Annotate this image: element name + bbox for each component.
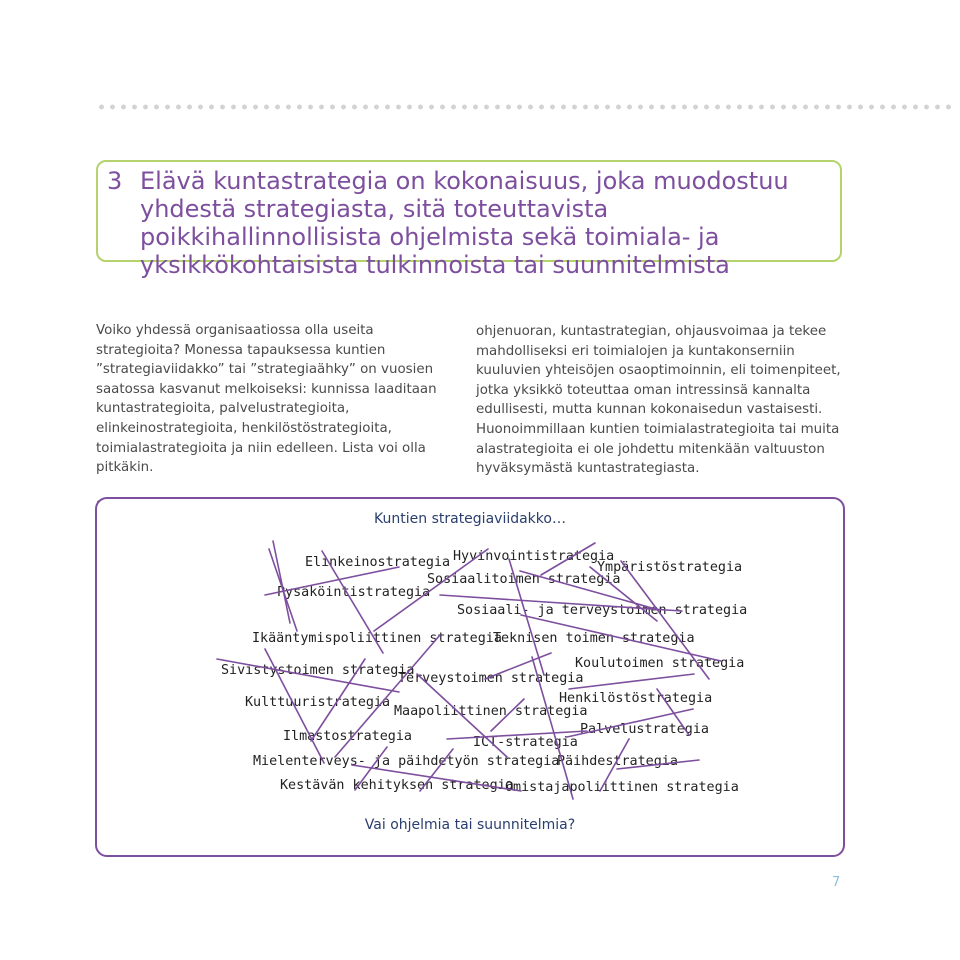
strategy-label: Terveystoimen strategia bbox=[398, 671, 584, 686]
crossing-line bbox=[335, 635, 440, 757]
crossing-line bbox=[311, 659, 365, 741]
body-column-left bbox=[96, 321, 460, 516]
strategy-label: Päihdestrategia bbox=[557, 754, 678, 769]
dotted-separator bbox=[96, 103, 956, 111]
strategy-label: Ikääntymispoliittinen strategia bbox=[252, 631, 502, 646]
crossing-line bbox=[621, 561, 709, 679]
strategy-label: Elinkeinostrategia bbox=[305, 555, 451, 570]
crossing-line bbox=[265, 649, 324, 763]
crossing-line bbox=[600, 739, 629, 791]
strategy-label: Koulutoimen strategia bbox=[575, 656, 745, 671]
section-heading bbox=[96, 160, 842, 279]
crossing-line bbox=[374, 549, 488, 631]
crossing-line bbox=[447, 731, 587, 739]
paragraph: ohjenuoran, kuntastrategian, ohjausvoimaa ja tekee mahdolliseksi eri toimialojen ja kuntakonserniin kuuluvien yhteisöjen osaoptimoinnin, eli toimenpiteet, jotka yksikkö toteuttaa oman intressinsä kannalta edullisesti, mutta kunnan kokonaisedun vastaisesti. Huonoimmillaan kuntien toimialastrategioita tai muita alastrategioita ei ole johdettu mitenkään valtuuston hyväksymästä kuntastrategiasta. bbox=[476, 324, 841, 477]
body-column-right bbox=[476, 322, 846, 479]
strategy-label: Teknisen toimen strategia bbox=[493, 631, 695, 646]
crossing-line bbox=[273, 541, 290, 623]
strategy-label: Henkilöstöstrategia bbox=[559, 691, 713, 706]
section-number: 3 bbox=[107, 167, 123, 195]
crossing-line bbox=[657, 689, 689, 735]
section-title: Elävä kuntastrategia on kokonaisuus, joka muodostuu yhdestä strategiasta, sitä toteuttavista poikkihallinnollisista ohjelmista sekä toimiala- ja yksikkökohtaisista tulkinnoista tai suunnitelmista bbox=[140, 167, 789, 279]
strategy-label: Ympäristöstrategia bbox=[597, 560, 743, 575]
strategy-label: Maapoliittinen strategia bbox=[394, 704, 588, 719]
paragraph: Voiko yhdessä organisaatiossa olla useita strategioita? Monessa tapauksessa kuntien ”strategiaviidakko” tai ”strategiaähky” on vuosien saatossa kasvanut melkoiseksi: kunnissa laaditaan kuntastrategioita, palvelustrategioita, elinkeinostrategioita, henkilöstöstrategioita, toimialastrategioita ja niin edelleen. Lista voi olla pitkäkin. bbox=[96, 323, 437, 476]
crossing-line bbox=[440, 595, 682, 611]
diagram-footer: Vai ohjelmia tai suunnitelmia? bbox=[364, 817, 576, 833]
strategy-label: Palvelustrategia bbox=[580, 722, 709, 737]
strategy-label: Sosiaali- ja terveystoimen strategia bbox=[457, 603, 748, 618]
crossing-line bbox=[521, 615, 721, 661]
strategy-label: Kestävän kehityksen strategia bbox=[280, 778, 514, 793]
crossing-line bbox=[417, 674, 507, 757]
crossing-line bbox=[491, 699, 524, 731]
strategy-jungle-diagram bbox=[95, 497, 845, 857]
strategy-label: Sivistystoimen strategia bbox=[221, 663, 415, 678]
crossing-line bbox=[420, 749, 453, 791]
strategy-label: Hyvinvointistrategia bbox=[453, 549, 615, 564]
crossing-line bbox=[217, 659, 399, 692]
strategy-label: Mielenterveys- ja päihdetyön strategia bbox=[253, 754, 560, 769]
crossing-line bbox=[569, 674, 694, 689]
strategy-label: Pysäköintistrategia bbox=[277, 585, 431, 600]
crossing-lines bbox=[97, 499, 843, 855]
strategy-label: Omistajapoliittinen strategia bbox=[505, 780, 739, 795]
crossing-line bbox=[532, 657, 573, 799]
strategy-label: Kulttuuristrategia bbox=[245, 695, 391, 710]
crossing-line bbox=[322, 551, 383, 653]
diagram-title: Kuntien strategiaviidakko… bbox=[374, 511, 566, 527]
crossing-line bbox=[541, 543, 595, 575]
crossing-line bbox=[617, 760, 699, 769]
crossing-line bbox=[265, 567, 399, 595]
strategy-label: Sosiaalitoimen strategia bbox=[427, 572, 621, 587]
strategy-label: Ilmastostrategia bbox=[283, 729, 412, 744]
strategy-label: ICT-strategia bbox=[473, 735, 578, 750]
page-number: 7 bbox=[832, 875, 841, 890]
